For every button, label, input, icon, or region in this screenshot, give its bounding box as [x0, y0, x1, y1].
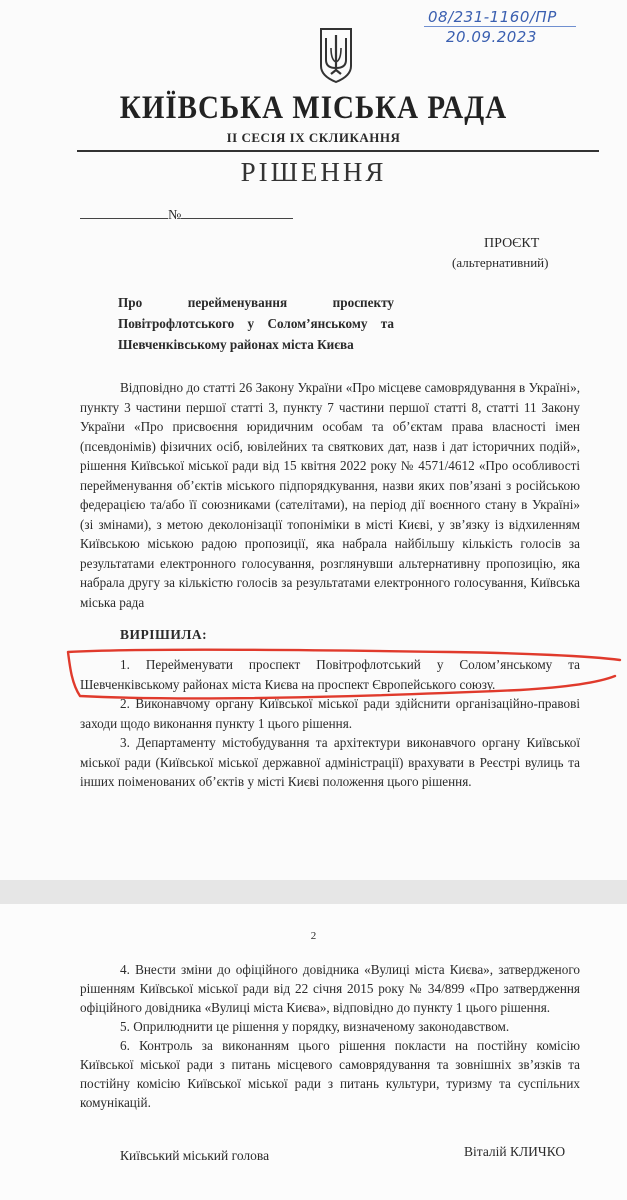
preamble-text: Відповідно до статті 26 Закону України «Про місцеве самоврядування в Україні», пункту 3 частини першої статті 3, пункту 7 частини першої статті 8, статті 11 Закону України «Про присвоєння юридичним особам та об’єктам права власності імен (псевдонімів) фізичних осіб, ювілейних та святкових дат, назв і дат історичних подій», рішення Київської міської ради від 15 квітня 2022 року № 4571/4612 «Про особливості перейменування об’єктів міського підпорядкування, назви яких пов’язані з російською федерацією та/або її союзниками (сателітами), на період дії воєнного стану в Україні» (зі змінами), з метою деколонізації топоніміки в місті Києві, у зв’язку із відхиленням Київською міською радою пропозиції, яка набрала найбільшу кількість голосів за результатами електронного голосування, розглянувши альтернативну пропозицію, яка набрала другу за кількістю голосів за результатами електронного голосування, Київська міська рада [80, 380, 580, 610]
preamble [80, 378, 580, 612]
mayor-name: Віталій КЛИЧКО [464, 1144, 566, 1159]
page-number: 2 [310, 930, 317, 942]
mayor-title: Київський міський голова [120, 1148, 270, 1163]
header-divider [77, 150, 599, 152]
decision-item-2: 2. Виконавчому органу Київської міської ради здійснити організаційно-правові заходи щодо виконання пункту 1 цього рішення. [80, 696, 580, 731]
date-blank [80, 206, 168, 219]
decision-item-5: 5. Оприлюднити це рішення у порядку, визначеному законодавством. [120, 1019, 510, 1034]
red-highlight-mark [0, 640, 627, 710]
registration-date: 20.09.2023 [446, 28, 537, 46]
council-name: КИЇВСЬКА МІСЬКА РАДА [119, 90, 508, 126]
alternative-label: (альтернативний) [452, 255, 549, 270]
decision-item-4: 4. Внести зміни до офіційного довідника «Вулиці міста Києва», затвердженого рішенням Київської міської ради від 22 січня 2015 року № 34/899 «Про затвердження офіційного довідника «Вулиці міста Києва», відповідно до пункту 1 цього рішення. [80, 962, 580, 1015]
page-separator [0, 880, 627, 904]
registration-number: 08/231-1160/ПР [428, 8, 557, 26]
resolved-heading: ВИРІШИЛА: [120, 627, 208, 642]
coat-of-arms-icon [318, 26, 354, 84]
decision-item-1: 1. Перейменувати проспект Повітрофлотський у Солом’янському та Шевченківському районах міста Києва на проспект Європейського союзу. [80, 657, 580, 692]
decision-item-3: 3. Департаменту містобудування та архітектури виконавчого органу Київської міської ради (Київської міської державної адміністрації) врахувати в Реєстрі вулиць та інших поіменованих об’єктів у місті Києві положення цього рішення. [80, 735, 580, 789]
decision-items-continued [80, 960, 580, 1112]
document-type: РІШЕННЯ [240, 157, 387, 187]
number-sign: № [168, 208, 182, 223]
session-line: ІІ СЕСІЯ ІХ СКЛИКАННЯ [226, 130, 401, 145]
number-blank [181, 206, 293, 219]
stamp-underline [424, 26, 576, 27]
document-title: Про перейменування проспекту Повітрофлотського у Солом’янському та Шевченківському районах міста Києва [118, 295, 394, 352]
number-line [80, 206, 293, 224]
decision-item-6: 6. Контроль за виконанням цього рішення покласти на постійну комісію Київської міської ради з питань місцевого самоврядування та зовнішніх зв’язків та постійну комісію Київської міської ради з питань культури, туризму та суспільних комунікацій. [80, 1038, 580, 1110]
project-label: ПРОЄКТ [484, 236, 540, 251]
